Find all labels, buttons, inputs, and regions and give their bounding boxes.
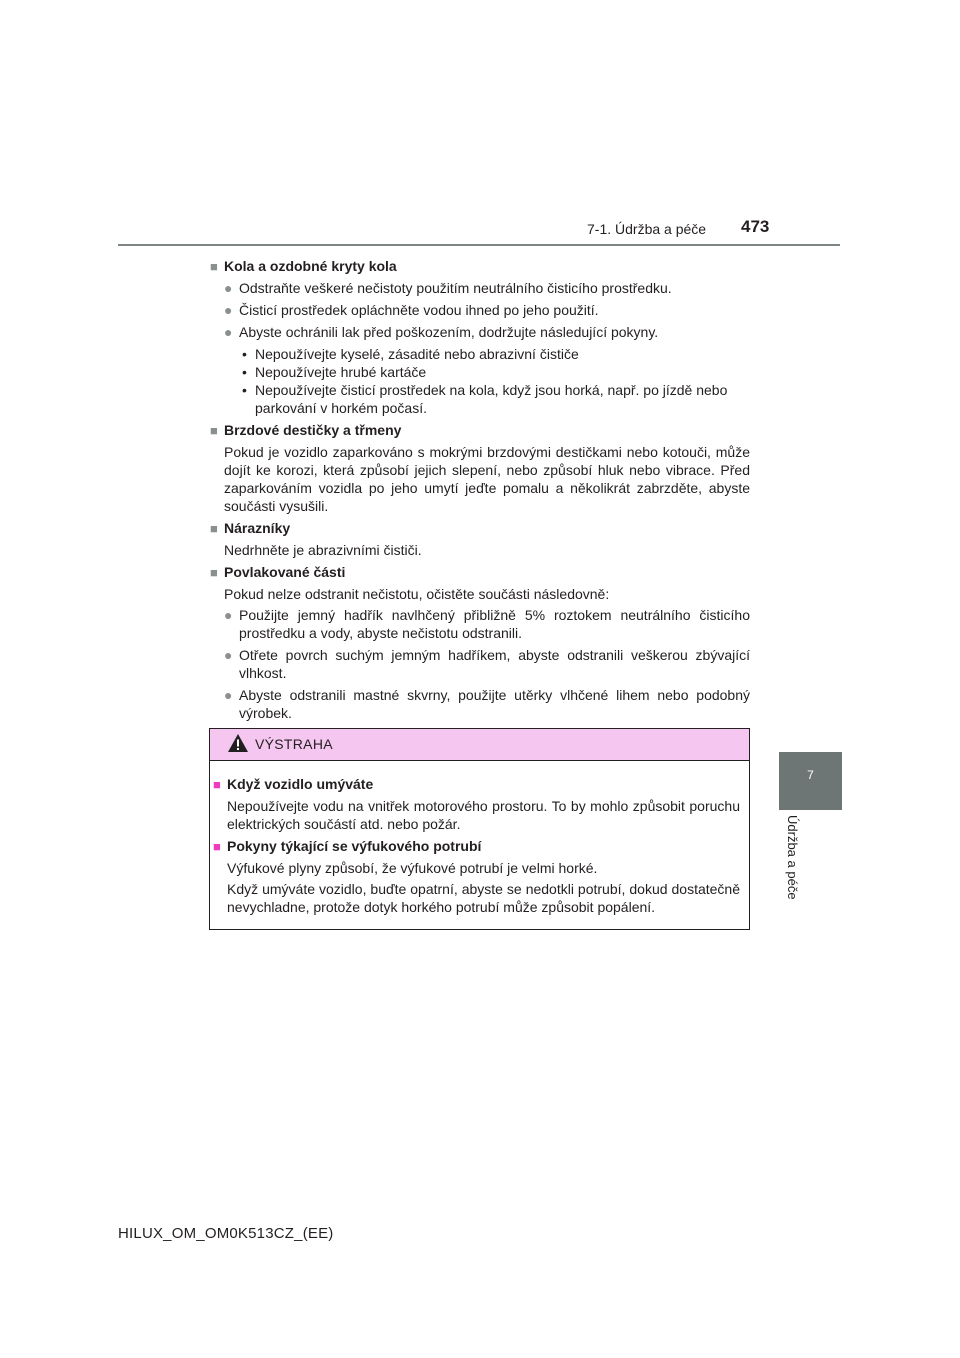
- bullet-item: • Nepoužívejte čisticí prostředek na kola, když jsou horká, např. po jízdě nebo parkování v horkém počasí.: [238, 381, 750, 417]
- list-item: ● Abyste odstranili mastné skvrny, použijte utěrky vlhčené lihem nebo podobný výrobek.: [224, 687, 750, 721]
- section-coated-parts: [210, 563, 750, 722]
- circle-bullet-icon: ●: [224, 302, 233, 318]
- header-rule: [118, 244, 840, 246]
- small-bullet-icon: •: [242, 346, 247, 362]
- square-bullet-icon: ■: [210, 259, 218, 274]
- square-bullet-icon: ■: [210, 423, 218, 438]
- section-heading: ■ Nárazníky: [210, 520, 291, 536]
- chapter-label-container: [779, 815, 809, 925]
- warning-text: Když umýváte vozidlo, buďte opatrní, abyste se nedotkli potrubí, dokud dostatečně nevychladne, protože dotyk horkého potrubí může způsobit popálení.: [227, 881, 740, 915]
- warning-section-heading: ■ Pokyny týkající se výfukového potrubí: [213, 838, 482, 854]
- circle-bullet-icon: ●: [224, 687, 233, 703]
- square-bullet-icon: ■: [213, 777, 221, 792]
- circle-bullet-icon: ●: [224, 280, 233, 296]
- warning-text: Výfukové plyny způsobí, že výfukové potrubí je velmi horké.: [227, 860, 598, 876]
- warning-box: [209, 728, 750, 930]
- small-bullet-icon: •: [242, 382, 247, 398]
- warning-triangle-icon: [227, 733, 249, 753]
- page-content: [210, 253, 750, 726]
- warning-body: [210, 761, 749, 916]
- section-text: Pokud je vozidlo zaparkováno s mokrými brzdovými destičkami nebo kotouči, může dojít ke korozi, která způsobí jejich slepení, nebo způsobí hluk nebo vibrace. Před zaparkováním vozidla po jeho umytí jeďte pomalu a několikrát zabrzděte, abyste součásti vysušili.: [224, 444, 750, 514]
- warning-text: Nepoužívejte vodu na vnitřek motorového prostoru. To by mohlo způsobit poruchu elektrických součástí atd. nebo požár.: [227, 798, 740, 832]
- warning-header: [210, 729, 749, 761]
- section-heading: ■ Kola a ozdobné kryty kola: [210, 258, 397, 274]
- warning-title: VÝSTRAHA: [255, 736, 333, 752]
- square-bullet-icon: ■: [213, 839, 221, 854]
- bullet-item: • Nepoužívejte hrubé kartáče: [238, 363, 750, 381]
- section-wheels: [210, 257, 750, 417]
- running-header-section: 7-1. Údržba a péče: [587, 221, 707, 237]
- list-item: ● Použijte jemný hadřík navlhčený přibližně 5% roztokem neutrálního čisticího prostředku a vody, abyste nečistotu odstranili.: [224, 607, 750, 641]
- section-text: Pokud nelze odstranit nečistotu, očistěte součásti následovně:: [224, 586, 610, 602]
- small-bullet-icon: •: [242, 364, 247, 380]
- page-number: 473: [741, 217, 770, 236]
- bullet-list: [210, 345, 750, 417]
- section-heading: ■ Povlakované části: [210, 564, 346, 580]
- square-bullet-icon: ■: [210, 521, 218, 536]
- list-item: ● Otřete povrch suchým jemným hadříkem, abyste odstranili veškerou zbývající vlhkost.: [224, 647, 750, 681]
- section-heading: ■ Brzdové destičky a třmeny: [210, 422, 402, 438]
- chapter-number: 7: [807, 768, 814, 782]
- list-item: ● Odstraňte veškeré nečistoty použitím neutrálního čisticího prostředku.: [224, 280, 672, 296]
- circle-bullet-icon: ●: [224, 324, 233, 340]
- warning-section-heading: ■ Když vozidlo umýváte: [213, 776, 374, 792]
- square-bullet-icon: ■: [210, 565, 218, 580]
- list-item: ● Abyste ochránili lak před poškozením, dodržujte následující pokyny.: [224, 324, 659, 340]
- section-bumpers: [210, 519, 750, 559]
- circle-bullet-icon: ●: [224, 647, 233, 663]
- chapter-label: Údržba a péče: [785, 815, 800, 900]
- section-brakes: [210, 421, 750, 515]
- document-code-footer: HILUX_OM_OM0K513CZ_(EE): [118, 1225, 334, 1242]
- section-text: Nedrhněte je abrazivními čističi.: [224, 542, 422, 558]
- bullet-item: • Nepoužívejte kyselé, zásadité nebo abrazivní čističe: [238, 345, 750, 363]
- list-item: ● Čisticí prostředek opláchněte vodou ihned po jeho použití.: [224, 302, 599, 318]
- circle-bullet-icon: ●: [224, 607, 233, 623]
